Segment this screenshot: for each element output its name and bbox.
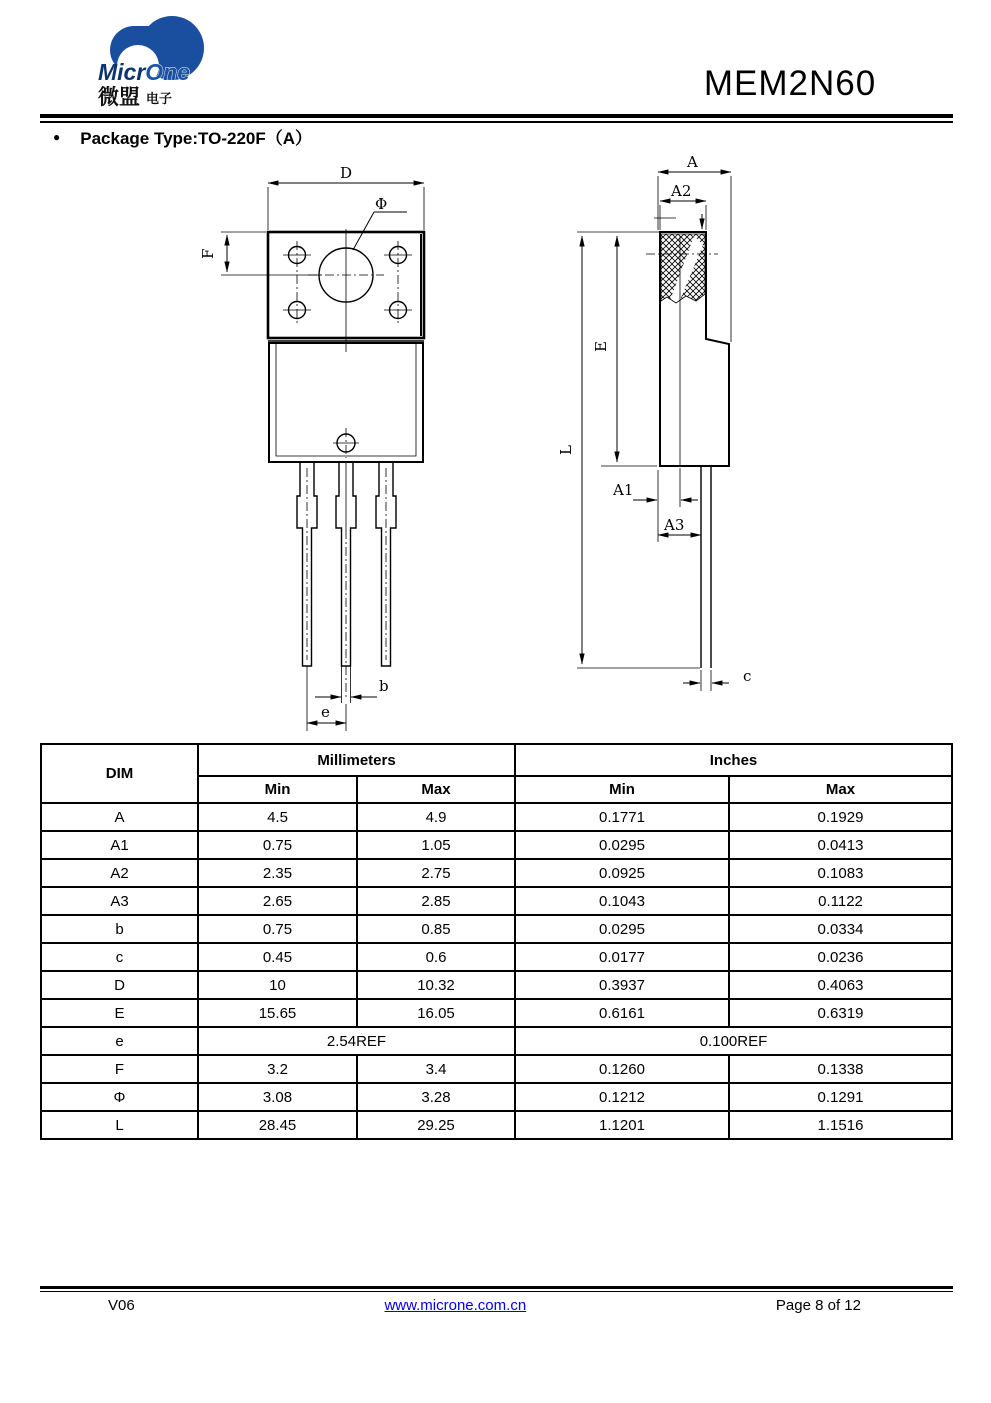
dim-label-L: L: [557, 445, 575, 455]
table-row: [41, 803, 952, 831]
table-row: [41, 887, 952, 915]
table-row: [41, 1111, 952, 1139]
microne-logo: [92, 14, 214, 112]
col-header-mm: Millimeters: [198, 744, 515, 776]
cell-dim: c: [41, 943, 198, 971]
table-row: [41, 971, 952, 999]
page-title: MEM2N60: [703, 64, 877, 103]
dim-label-c: c: [743, 667, 752, 685]
cell-mm-min: 3.08: [198, 1083, 357, 1111]
cell-dim: A3: [41, 887, 198, 915]
front-view: [199, 164, 424, 731]
table-row: [41, 1055, 952, 1083]
dim-label-A3: A3: [664, 516, 685, 534]
logo-text-one: One: [145, 59, 191, 85]
cell-mm-min: 15.65: [198, 999, 357, 1027]
dim-label-phi: Φ: [375, 195, 388, 213]
bullet-icon: ●: [53, 129, 61, 144]
cell-mm-max: 10.32: [357, 971, 515, 999]
side-view: [557, 153, 751, 691]
table-row: [41, 859, 952, 887]
footer-divider: [40, 1286, 953, 1292]
cell-dim: A: [41, 803, 198, 831]
col-header-dim: DIM: [41, 744, 198, 803]
dim-label-D: D: [340, 164, 353, 182]
dim-label-F: F: [199, 248, 217, 259]
cell-mm-max: 0.85: [357, 915, 515, 943]
cell-mm-max: 0.6: [357, 943, 515, 971]
svg-text:MicrOne: [98, 59, 190, 85]
cell-in-min: 0.0925: [515, 859, 729, 887]
cell-in-min: 0.0177: [515, 943, 729, 971]
dim-label-e: e: [321, 703, 330, 721]
table-header-row: [41, 744, 952, 776]
cell-mm-max: 3.4: [357, 1055, 515, 1083]
cell-in-min: 0.1771: [515, 803, 729, 831]
cell-mm-min: 2.65: [198, 887, 357, 915]
section-heading-label: Package Type:TO-220F（A）: [80, 129, 313, 148]
cell-in-min: 0.1212: [515, 1083, 729, 1111]
cell-mm-max: 29.25: [357, 1111, 515, 1139]
logo-text-micr: Micr: [98, 59, 146, 85]
cell-mm-max: 2.85: [357, 887, 515, 915]
cell-in-min: 0.0295: [515, 915, 729, 943]
cell-in-max: 0.0236: [729, 943, 952, 971]
cell-dim: A1: [41, 831, 198, 859]
cell-mm-min: 0.75: [198, 831, 357, 859]
table-row: [41, 915, 952, 943]
table-row: [41, 943, 952, 971]
cell-mm-min: 2.35: [198, 859, 357, 887]
cell-mm-min: 4.5: [198, 803, 357, 831]
cell-mm-min: 0.45: [198, 943, 357, 971]
cell-dim: b: [41, 915, 198, 943]
table-row: [41, 1027, 952, 1055]
cell-mm-min: 0.75: [198, 915, 357, 943]
cell-mm-span: 2.54REF: [198, 1027, 515, 1055]
footer-website-link[interactable]: www.microne.com.cn: [384, 1297, 527, 1314]
cell-in-min: 0.6161: [515, 999, 729, 1027]
col-header-mm-min: Min: [198, 776, 357, 803]
cell-in-span: 0.100REF: [515, 1027, 952, 1055]
footer: [40, 1297, 953, 1314]
cell-mm-max: 3.28: [357, 1083, 515, 1111]
dim-label-E: E: [592, 341, 610, 352]
cell-dim: D: [41, 971, 198, 999]
cell-mm-max: 2.75: [357, 859, 515, 887]
section-heading: [53, 124, 312, 149]
header-divider: [40, 114, 953, 123]
cell-in-max: 0.1083: [729, 859, 952, 887]
footer-page-number: Page 8 of 12: [775, 1297, 861, 1314]
cell-in-max: 0.0413: [729, 831, 952, 859]
cell-mm-max: 16.05: [357, 999, 515, 1027]
cell-dim: F: [41, 1055, 198, 1083]
cell-dim: L: [41, 1111, 198, 1139]
cell-mm-min: 10: [198, 971, 357, 999]
cell-in-max: 0.4063: [729, 971, 952, 999]
cell-in-max: 0.6319: [729, 999, 952, 1027]
cell-mm-max: 1.05: [357, 831, 515, 859]
col-header-in-min: Min: [515, 776, 729, 803]
dim-label-A: A: [687, 153, 698, 171]
cell-dim: Φ: [41, 1083, 198, 1111]
dim-label-A2: A2: [671, 182, 692, 200]
col-header-in-max: Max: [729, 776, 952, 803]
cell-in-max: 0.1929: [729, 803, 952, 831]
cell-mm-min: 28.45: [198, 1111, 357, 1139]
logo-text-cn-sub: 电子: [146, 91, 173, 106]
cell-in-max: 0.1338: [729, 1055, 952, 1083]
cell-in-max: 1.1516: [729, 1111, 952, 1139]
cell-in-max: 0.1122: [729, 887, 952, 915]
cell-dim: e: [41, 1027, 198, 1055]
cell-in-min: 1.1201: [515, 1111, 729, 1139]
package-drawing: [0, 150, 991, 750]
footer-version: V06: [108, 1297, 135, 1314]
dim-label-A1: A1: [613, 481, 634, 499]
cell-in-min: 0.0295: [515, 831, 729, 859]
dimensions-table: [40, 743, 953, 1140]
col-header-mm-max: Max: [357, 776, 515, 803]
table-row: [41, 1083, 952, 1111]
col-header-inches: Inches: [515, 744, 952, 776]
cell-in-max: 0.0334: [729, 915, 952, 943]
cell-in-min: 0.3937: [515, 971, 729, 999]
dim-label-b: b: [379, 677, 389, 695]
cell-dim: A2: [41, 859, 198, 887]
cell-mm-max: 4.9: [357, 803, 515, 831]
cell-in-min: 0.1043: [515, 887, 729, 915]
cell-in-min: 0.1260: [515, 1055, 729, 1083]
cell-in-max: 0.1291: [729, 1083, 952, 1111]
table-row: [41, 999, 952, 1027]
cell-dim: E: [41, 999, 198, 1027]
table-row: [41, 831, 952, 859]
cell-mm-min: 3.2: [198, 1055, 357, 1083]
logo-text-cn: 微盟: [98, 86, 140, 109]
